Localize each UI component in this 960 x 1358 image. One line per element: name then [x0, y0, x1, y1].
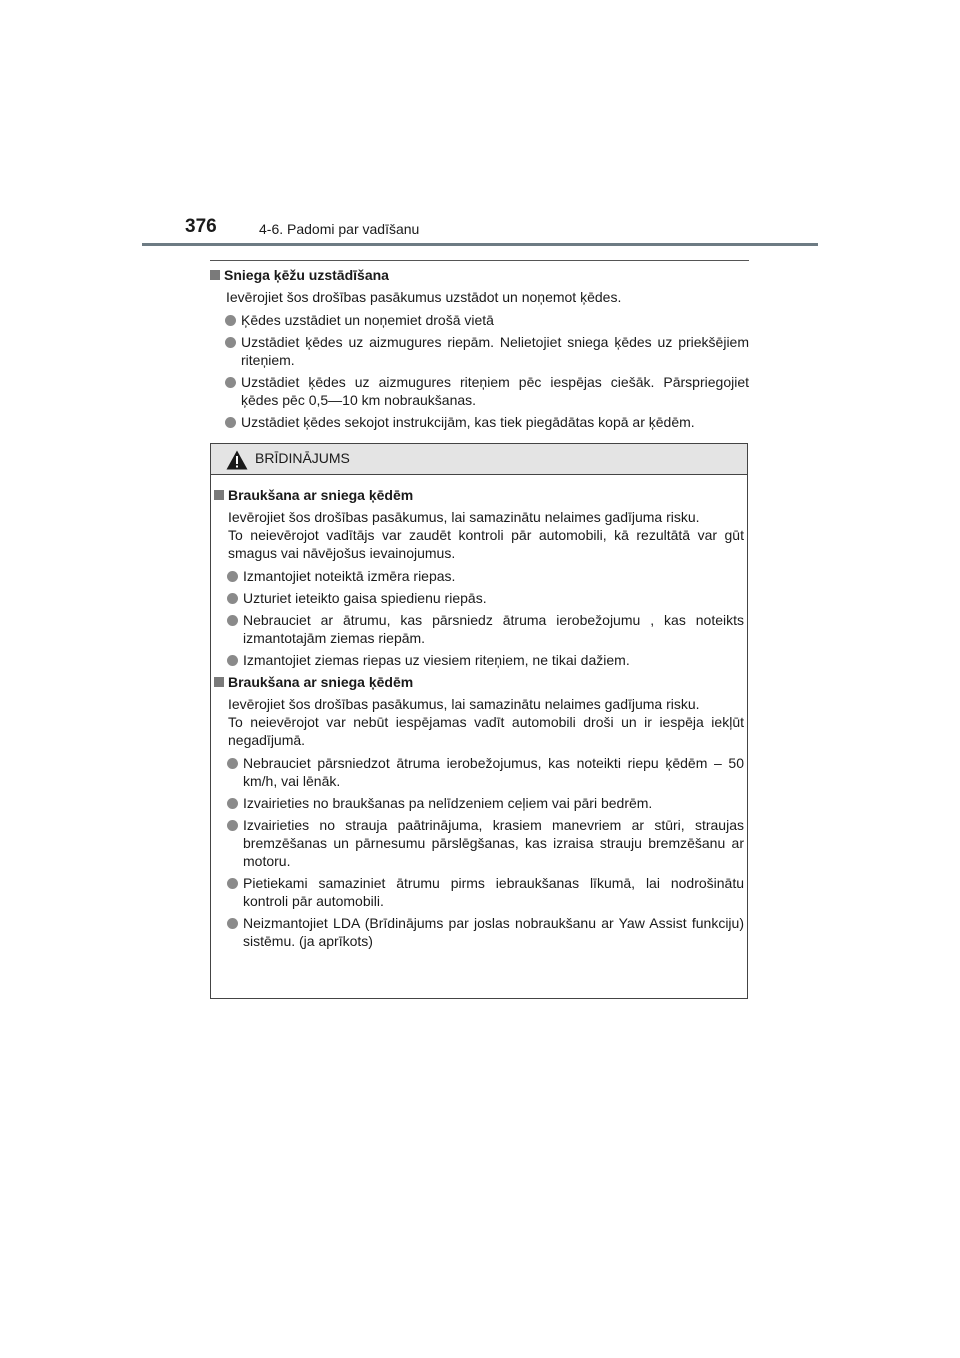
- warning-paragraph: Ievērojiet šos drošības pasākumus, lai samazinātu nelaimes gadījuma risku.: [228, 696, 700, 712]
- content-top-rule: [210, 260, 749, 261]
- round-bullet-icon: [225, 417, 236, 428]
- list-item: [214, 874, 744, 910]
- list-item: [210, 373, 749, 409]
- list-item: [214, 567, 744, 585]
- list-item: [210, 333, 749, 369]
- round-bullet-icon: [227, 571, 238, 582]
- intro-paragraph: Ievērojiet šos drošības pasākumus uzstādot un noņemot ķēdes.: [226, 289, 622, 305]
- warning-heading-text: Braukšana ar sniega ķēdēm: [228, 674, 414, 690]
- warning-paragraph: To neievērojot var nebūt iespējamas vadīt automobili droši un ir iespēja iekļūt negadījumā.: [228, 714, 744, 748]
- round-bullet-icon: [225, 315, 236, 326]
- warning-heading-text: Braukšana ar sniega ķēdēm: [228, 487, 414, 503]
- list-item-text: Uzstādiet ķēdes sekojot instrukcijām, kas tiek piegādātas kopā ar ķēdēm.: [241, 414, 695, 430]
- list-item-text: Uzturiet ieteikto gaisa spiedienu riepās.: [243, 590, 487, 606]
- list-item-text: Izvairieties no braukšanas pa nelīdzeniem ceļiem vai pāri bedrēm.: [243, 795, 653, 811]
- list-item: [214, 914, 744, 950]
- round-bullet-icon: [227, 615, 238, 626]
- round-bullet-icon: [227, 655, 238, 666]
- warning-box: [210, 443, 748, 999]
- list-item-text: Pietiekami samaziniet ātrumu pirms iebraukšanas līkumā, lai nodrošinātu kontroli pār automobili.: [243, 875, 744, 909]
- square-bullet-icon: [214, 490, 224, 500]
- warning-heading: [214, 486, 744, 504]
- list-item: [214, 589, 744, 607]
- section-title: 4-6. Padomi par vadīšanu: [259, 221, 420, 237]
- list-item: [214, 816, 744, 870]
- warning-paragraph: Ievērojiet šos drošības pasākumus, lai samazinātu nelaimes gadījuma risku.: [228, 509, 700, 525]
- list-item: [214, 794, 744, 812]
- page-number: 376: [185, 216, 217, 237]
- round-bullet-icon: [227, 918, 238, 929]
- main-content: [210, 266, 749, 435]
- section-heading-text: Sniega ķēžu uzstādīšana: [224, 267, 389, 283]
- section-heading: [210, 266, 749, 284]
- list-item-text: Uzstādiet ķēdes uz aizmugures riteņiem pēc iespējas ciešāk. Pārspriegojiet ķēdes pēc 0,5—10 km nobraukšanas.: [241, 374, 749, 408]
- list-item-text: Izmantojiet ziemas riepas uz viesiem riteņiem, ne tikai dažiem.: [243, 652, 630, 668]
- list-item: [214, 611, 744, 647]
- list-item-text: Neizmantojiet LDA (Brīdinājums par joslas nobraukšanu ar Yaw Assist funkciju) sistēmu. (ja aprīkots): [243, 915, 744, 949]
- list-item: [214, 754, 744, 790]
- warning-label: BRĪDINĀJUMS: [255, 450, 350, 466]
- round-bullet-icon: [227, 758, 238, 769]
- list-item-text: Nebrauciet pārsniedzot ātruma ierobežojumus, kas noteikti riepu ķēdēm – 50 km/h, vai lēnāk.: [243, 755, 744, 789]
- list-item: [210, 311, 749, 329]
- warning-paragraph: To neievērojot vadītājs var zaudēt kontroli pār automobili, kā rezultātā var gūt smagus vai nāvējošus ievainojumus.: [228, 527, 744, 561]
- list-item: [210, 413, 749, 431]
- warning-content: [214, 486, 744, 954]
- list-item-text: Izvairieties no strauja paātrinājuma, krasiem manevriem ar stūri, straujas bremzēšanas un pārnesumu pārslēgšanas, kas izraisa strauju bremzēšanu ar motoru.: [243, 817, 744, 869]
- warning-heading: [214, 673, 744, 691]
- list-item-text: Ķēdes uzstādiet un noņemiet drošā vietā: [241, 312, 494, 328]
- round-bullet-icon: [227, 798, 238, 809]
- round-bullet-icon: [227, 593, 238, 604]
- header-rule: [142, 243, 818, 246]
- round-bullet-icon: [227, 878, 238, 889]
- list-item-text: Uzstādiet ķēdes uz aizmugures riepām. Nelietojiet sniega ķēdes uz priekšējiem riteņiem.: [241, 334, 749, 368]
- square-bullet-icon: [214, 677, 224, 687]
- square-bullet-icon: [210, 270, 220, 280]
- round-bullet-icon: [225, 337, 236, 348]
- warning-header: [211, 444, 747, 475]
- round-bullet-icon: [225, 377, 236, 388]
- list-item: [214, 651, 744, 669]
- list-item-text: Nebrauciet ar ātrumu, kas pārsniedz ātruma ierobežojumu , kas noteikts izmantotajām ziemas riepām.: [243, 612, 744, 646]
- round-bullet-icon: [227, 820, 238, 831]
- list-item-text: Izmantojiet noteiktā izmēra riepas.: [243, 568, 456, 584]
- warning-triangle-icon: [226, 450, 248, 470]
